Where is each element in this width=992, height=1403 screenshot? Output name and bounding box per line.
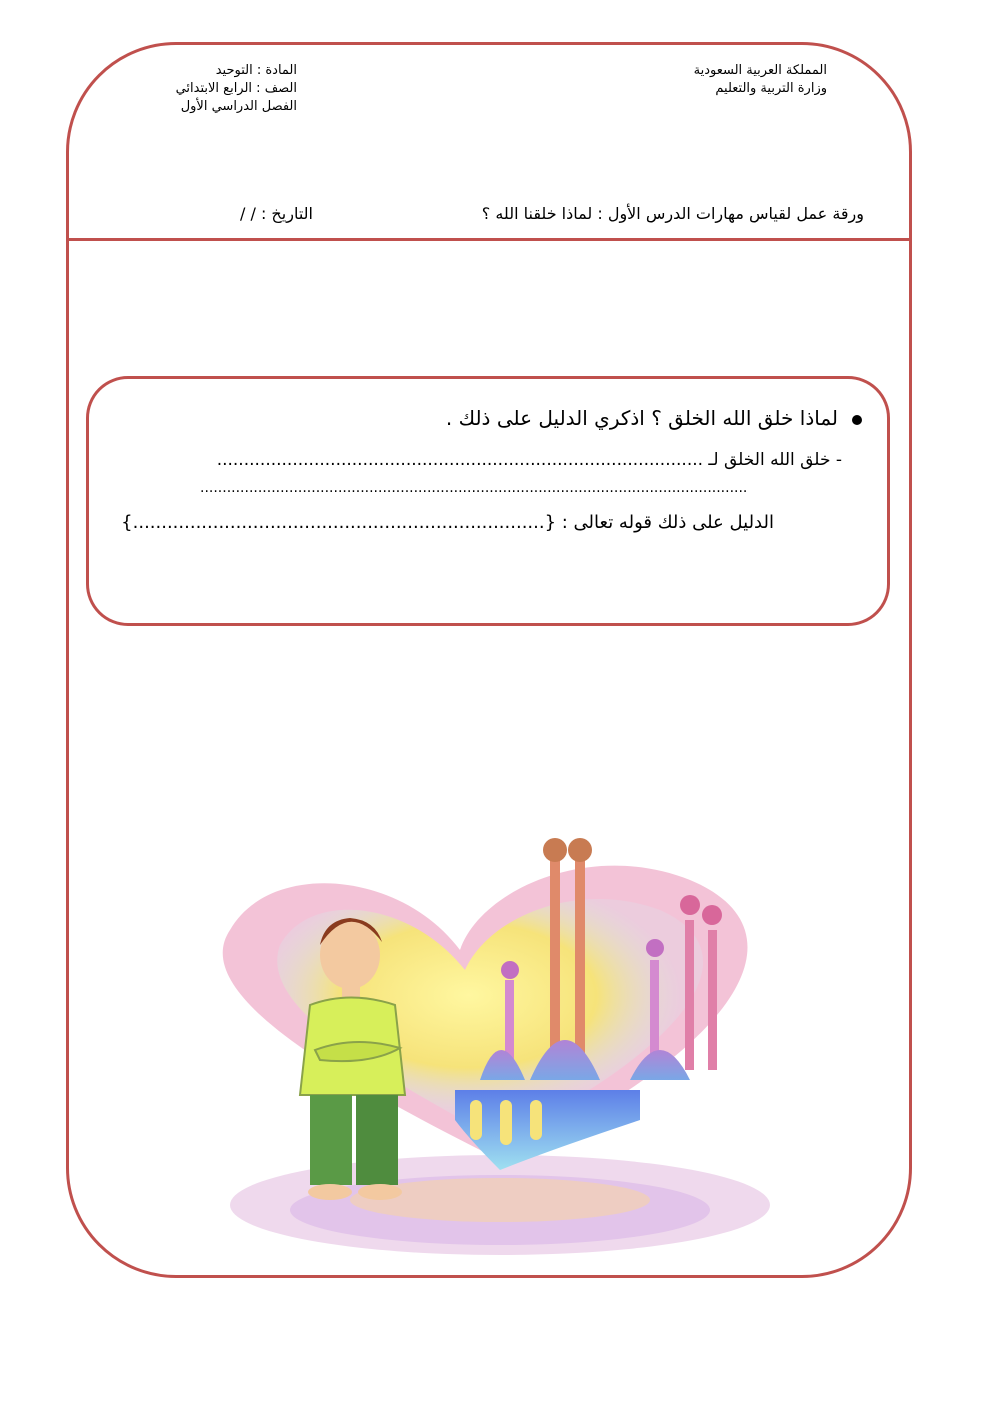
- mosque-heart-illustration: [170, 820, 830, 1260]
- term-label: الفصل الدراسي الأول: [180, 99, 297, 114]
- evidence-line[interactable]: الدليل على ذلك قوله تعالى : {........................................................................}: [121, 512, 774, 533]
- header-divider: [66, 238, 912, 241]
- question-text: لماذا خلق الله الخلق ؟ اذكري الدليل على ذلك .: [445, 406, 838, 430]
- ministry-label: وزارة التربية والتعليم: [715, 81, 827, 96]
- subject-label: المادة : التوحيد: [215, 63, 297, 78]
- question: [446, 406, 862, 430]
- header-right: [694, 62, 827, 98]
- grade-label: الصف : الرابع الابتدائي: [175, 81, 297, 96]
- date-field: التاريخ : / /: [240, 204, 313, 223]
- worksheet-title: ورقة عمل لقياس مهارات الدرس الأول : لماذا خلقنا الله ؟: [481, 204, 864, 223]
- country-label: المملكة العربية السعودية: [693, 63, 827, 78]
- header-left: [152, 62, 297, 116]
- answer-line-1[interactable]: - خلق الله الخلق لـ ..........................................................................................: [216, 450, 842, 470]
- bullet-icon: [852, 415, 862, 425]
- answer-line-2[interactable]: ...........................................................................................................................: [200, 480, 748, 496]
